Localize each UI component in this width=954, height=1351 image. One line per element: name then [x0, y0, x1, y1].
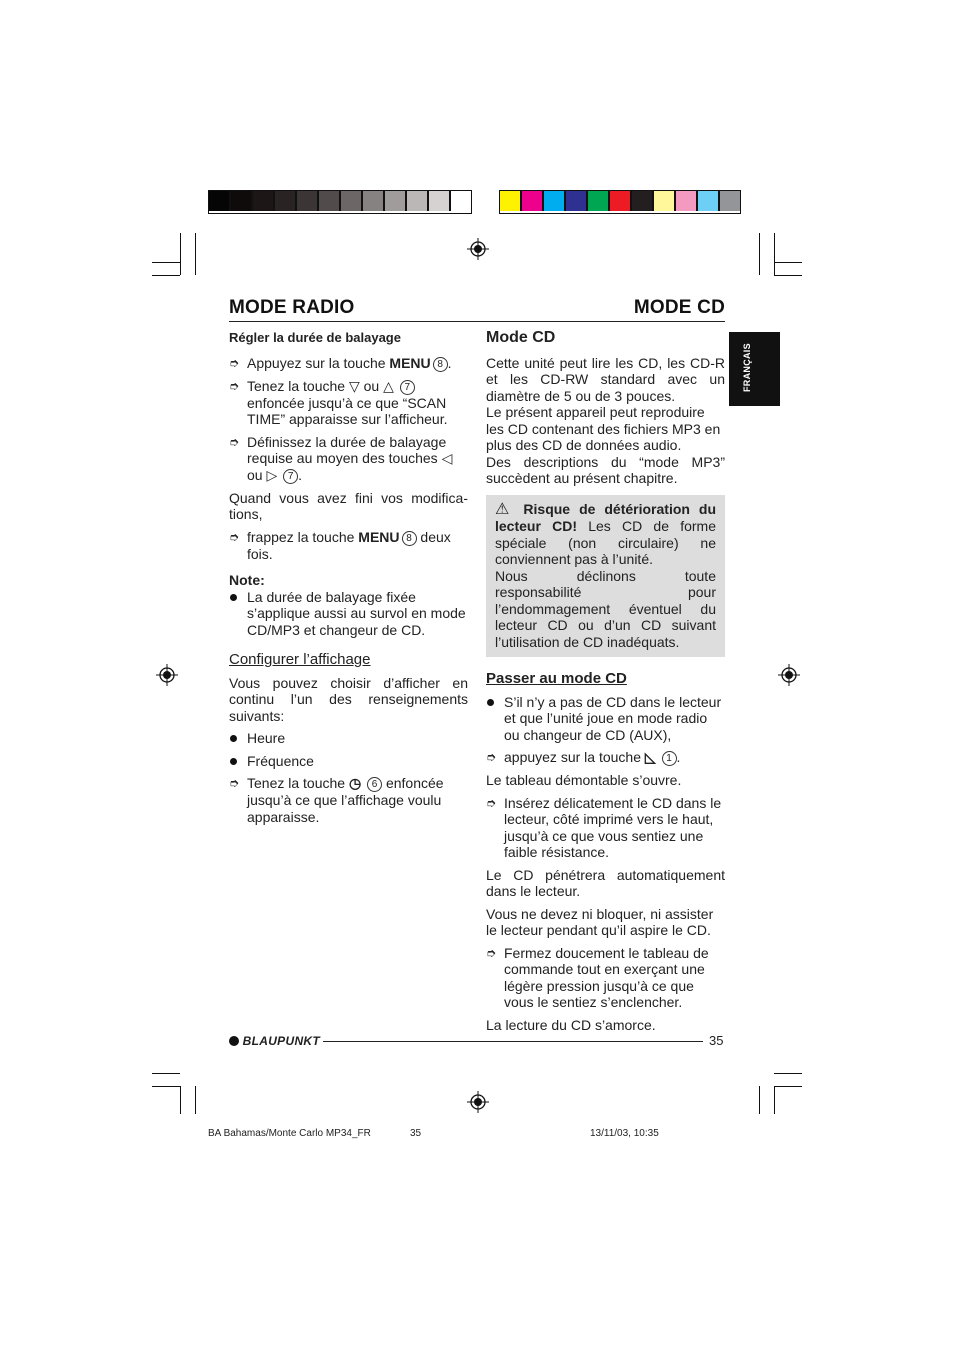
- crop-mark: [774, 275, 802, 276]
- gray-swatch: [363, 191, 385, 211]
- step-text: enfoncée jusqu’à ce que l’affichage voulu apparaisse.: [247, 775, 444, 825]
- brand-name: BLAUPUNKT: [242, 1034, 321, 1048]
- step-text: enfoncée jusqu’à ce que “SCAN TIME” apparaisse sur l’afficheur.: [247, 394, 448, 427]
- step-item: [229, 378, 468, 428]
- timestamp: 13/11/03, 10:35: [590, 1128, 659, 1139]
- header-rule: [229, 321, 725, 322]
- paragraph: Quand vous avez fini vos modifica-tions,: [229, 489, 468, 522]
- step-text: frappez la touche: [247, 528, 359, 545]
- gray-swatch: [429, 191, 451, 211]
- warning-icon: ⚠: [495, 500, 515, 518]
- display-heading: Configurer l’affichage: [229, 651, 371, 668]
- open-panel-icon: ◺: [644, 749, 656, 765]
- key-label: MENU: [389, 354, 431, 371]
- brand-logo: [229, 1034, 320, 1048]
- color-swatch: [698, 191, 720, 211]
- color-swatch: [676, 191, 698, 211]
- crop-mark: [774, 262, 802, 263]
- bullet-item: [229, 753, 468, 770]
- warning-text: Les CD de forme spéciale (non circulaire) ne conviennent pas à l’unité.: [495, 518, 717, 567]
- arrow-icon: ➮: [229, 529, 240, 544]
- crop-mark: [774, 1073, 802, 1074]
- color-swatch: [610, 191, 632, 211]
- key-number: 7: [283, 469, 298, 484]
- color-swatch: [566, 191, 588, 211]
- key-number: 6: [367, 777, 382, 792]
- color-swatch: [500, 191, 522, 211]
- color-swatch: [720, 191, 740, 211]
- gray-swatch: [253, 191, 275, 211]
- color-swatch: [544, 191, 566, 211]
- arrow-icon: ➮: [486, 750, 497, 764]
- crop-mark: [774, 1086, 802, 1087]
- gray-swatch: [407, 191, 429, 211]
- bullet-icon: [230, 758, 237, 765]
- registration-mark-icon: [467, 238, 489, 260]
- color-swatch: [522, 191, 544, 211]
- step-item: [486, 749, 725, 766]
- arrow-icon: ➮: [229, 355, 240, 370]
- bullet-text: Heure: [247, 730, 286, 746]
- crop-mark: [152, 262, 180, 263]
- registration-mark-icon: [467, 1091, 489, 1113]
- brand-dot-icon: [229, 1036, 239, 1046]
- step-text: appuyez sur la touche: [504, 749, 645, 765]
- gray-swatch: [275, 191, 297, 211]
- crop-mark: [180, 233, 181, 275]
- step-item: [486, 945, 725, 1011]
- crop-mark: [195, 1086, 196, 1114]
- paragraph: Le CD pénétrera automatiquement dans le lecteur.: [486, 866, 725, 899]
- step-item: [229, 355, 468, 372]
- step-text: Insérez délicatement le CD dans le lecteur, côté imprimé vers le haut, jusqu’à ce que vous sentiez une faible résistance.: [504, 794, 722, 860]
- step-item: [229, 775, 468, 825]
- clock-icon: ◷: [348, 775, 362, 791]
- section-title-cd: MODE CD: [633, 297, 725, 318]
- crop-mark: [759, 1086, 760, 1114]
- language-tab-label: FRANÇAIS: [742, 343, 752, 392]
- key-label: MENU: [358, 528, 400, 545]
- arrow-icon: ➮: [486, 795, 497, 810]
- crop-mark: [759, 233, 760, 275]
- gray-swatch: [231, 191, 253, 211]
- gray-swatch: [451, 191, 471, 211]
- bullet-text: Fréquence: [247, 752, 314, 769]
- warning-title: Risque de détérioration du lecteur CD!: [495, 500, 717, 534]
- color-swatch: [654, 191, 676, 211]
- gray-swatch: [319, 191, 341, 211]
- bullet-icon: [230, 735, 237, 742]
- step-text: Définissez la durée de balayage requise au moyen des touches ◁ ou ▷: [247, 433, 453, 483]
- step-item: [486, 795, 725, 861]
- switch-heading: Passer au mode CD: [486, 670, 627, 687]
- bullet-icon: [487, 699, 494, 706]
- step-item: [229, 529, 468, 563]
- left-column: [229, 330, 468, 831]
- gray-swatch: [341, 191, 363, 211]
- step-text: .: [676, 749, 681, 765]
- step-item: [229, 434, 468, 484]
- gray-swatch: [209, 191, 231, 211]
- bullet-item: [229, 589, 468, 639]
- bullet-item: [486, 694, 725, 744]
- cd-mode-heading: Mode CD: [486, 329, 556, 346]
- arrow-icon: ➮: [229, 434, 240, 449]
- step-text: Tenez la touche: [247, 775, 349, 791]
- crop-mark: [152, 1086, 180, 1087]
- key-number: 8: [402, 531, 417, 546]
- arrow-icon: ➮: [486, 945, 497, 960]
- crop-mark: [180, 1086, 181, 1114]
- gray-swatch: [385, 191, 407, 211]
- key-number: 7: [400, 380, 415, 395]
- paragraph: Le présent appareil peut reproduire les CD contenant des fichiers MP3 en plus des CD de données audio.: [486, 404, 721, 453]
- arrow-icon: ➮: [229, 378, 240, 393]
- paragraph: La lecture du CD s’amorce.: [486, 1016, 656, 1033]
- step-text: Tenez la touche ▽ ou △: [247, 377, 398, 394]
- crop-mark: [774, 233, 775, 275]
- warning-box: [486, 495, 725, 658]
- file-name: BA Bahamas/Monte Carlo MP34_FR: [208, 1128, 371, 1139]
- paragraph: Des descriptions du “mode MP3” succèdent au présent chapitre.: [486, 453, 725, 486]
- bullet-text: La durée de balayage fixée s’applique aussi au survol en mode CD/MP3 et changeur de CD.: [247, 588, 466, 638]
- gray-swatch: [297, 191, 319, 211]
- bullet-icon: [230, 594, 237, 601]
- step-text: .: [447, 354, 452, 371]
- key-number: 1: [662, 751, 677, 766]
- crop-mark: [152, 1073, 180, 1074]
- registration-mark-icon: [778, 664, 800, 686]
- step-text: deux fois.: [247, 528, 451, 562]
- paragraph: Vous pouvez choisir d’afficher en continu l’un des renseignements suivants:: [229, 674, 468, 724]
- paragraph: Vous ne devez ni bloquer, ni assister le lecteur pendant qu’il aspire le CD.: [486, 905, 714, 938]
- warning-text: Nous déclinons toute responsabilité pour l’endommagement éventuel du lecteur CD ou d’un CD suivant l’utilisation de CD inadéquats.: [495, 567, 716, 650]
- page-number: 35: [709, 1033, 724, 1048]
- color-swatch: [588, 191, 610, 211]
- paragraph: Le tableau démontable s’ouvre.: [486, 772, 682, 788]
- right-column: [486, 330, 725, 1039]
- step-text: .: [298, 466, 303, 483]
- note-label: Note:: [229, 572, 265, 588]
- color-swatch: [632, 191, 654, 211]
- arrow-icon: ➮: [229, 776, 240, 790]
- grayscale-bar: [208, 190, 472, 214]
- registration-mark-icon: [156, 664, 178, 686]
- section-title-radio: MODE RADIO: [229, 297, 355, 318]
- footer-rule: [323, 1041, 703, 1042]
- crop-mark: [774, 1086, 775, 1114]
- crop-mark: [195, 233, 196, 275]
- file-page: 35: [410, 1128, 422, 1139]
- bullet-item: [229, 730, 468, 747]
- paragraph: Cette unité peut lire les CD, les CD-R et les CD-RW standard avec un diamètre de 5 ou de 3 pouces.: [486, 354, 725, 404]
- step-text: Appuyez sur la touche: [247, 354, 390, 371]
- crop-mark: [152, 275, 180, 276]
- step-text: Fermez doucement le tableau de commande tout en exerçant une légère pression jusqu’à ce que vous le sentiez s’enclencher.: [504, 944, 709, 1010]
- scan-time-heading: Régler la durée de balayage: [229, 330, 401, 345]
- color-bar: [499, 190, 741, 214]
- bullet-text: S’il n’y a pas de CD dans le lecteur et que l’unité joue en mode radio ou changeur de CD (AUX),: [504, 693, 722, 743]
- key-number: 8: [433, 357, 448, 372]
- language-tab: [729, 332, 780, 406]
